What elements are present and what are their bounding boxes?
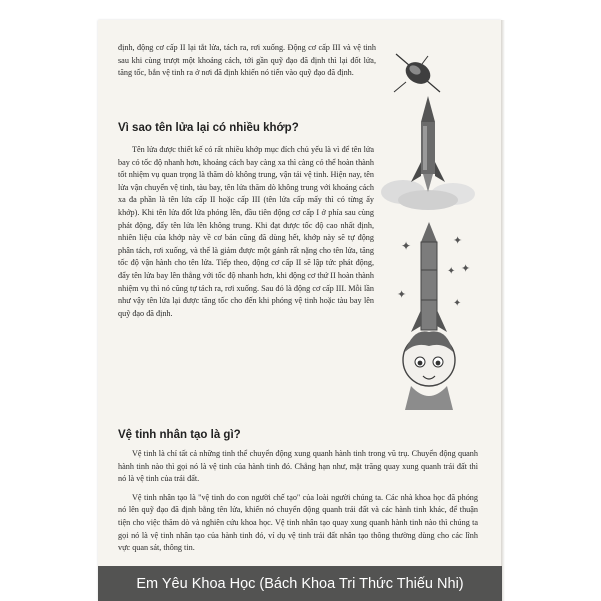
section2-body xyxy=(118,448,478,561)
section1-body xyxy=(118,144,374,320)
section1-paragraph: Tên lửa được thiết kế có rất nhiều khớp mục đích chủ yếu là vì để tên lửa bay có tốc độ nhanh hơn, khoảng cách bay càng xa thì càng có thể hoàn thành tốt nhiệm vụ quan trọng là thăm dò không trung, vận tải vệ tinh. Hiện nay, tên lửa vận chuyển vệ tinh, tàu bay, tên lửa thăm dò không trung với khoảng cách xa đa phần là tên lửa cấp II hoặc cấp III (tên lửa cấp mấy thì có từng ấy khớp). Khi tên lửa đốt lửa phóng lên, đầu tiên động cơ cấp I ở phía sau cùng phát động, đẩy tên lửa lên không trung. Khi đạt được tốc độ cao nhất định, nhiên liệu của khớp này về cơ bản cũng đã dùng hết, khớp này sẽ tự động phân tách, rơi xuống, và thế là giảm được một gánh rất nặng cho tên lửa, tăng tốc độ vận hành cho tên lửa. Tiếp theo, động cơ cấp II sẽ lập tức phát động, đẩy tên lửa bay lên thẳng với tốc độ nhanh hơn, khi động cơ thứ II hoàn thành nhiệm vụ thì nó cũng tự tách ra, rơi xuống. Sau đó là động cơ cấp III. Mỗi lần như vậy tên lửa lại được tăng tốc cho đến khi phóng vệ tinh hoặc tàu bay lên quỹ đạo đã định. xyxy=(118,145,374,318)
svg-text:✦: ✦ xyxy=(401,239,412,253)
book-title-caption: Em Yêu Khoa Học (Bách Khoa Tri Thức Thiếu Nhi) xyxy=(136,575,464,592)
rocket-with-girl-icon xyxy=(383,220,483,410)
section2-paragraph-1: Vệ tinh là chỉ tất cả những tinh thể chuyển động xung quanh hành tinh trong vũ trụ. Chuyển động quanh hành tinh nào thì gọi nó là vệ tinh của hành tinh đó. Chẳng hạn như, mặt trăng quay xung quanh trái đất thì nó là vệ tinh của trái đất. xyxy=(118,449,478,484)
rocket-launch-icon xyxy=(373,92,483,212)
section2-paragraph-2: Vệ tinh nhân tạo là "vệ tinh do con người chế tạo" của loài người chúng ta. Các nhà khoa học đã phóng nó lên quỹ đạo đã định bằng tên lửa, khiến nó chuyển động quanh trái đất và các hành tinh khác, để thuận tiện cho việc thăm dò và nghiên cứu khoa học. Vệ tinh nhân tạo quay xung quanh hành tinh nào thì chúng ta gọi nó là vệ tinh nhân tạo của hành tinh đó, ví dụ vệ tinh trái đất nhân tạo thông thường dùng cho các lĩnh vực quan sát, thông tin. xyxy=(118,492,478,553)
section-heading-rocket-stages: Vì sao tên lửa lại có nhiều khớp? xyxy=(118,122,299,134)
section-heading-satellite: Vệ tinh nhân tạo là gì? xyxy=(118,429,241,441)
svg-text:✦: ✦ xyxy=(447,266,456,277)
svg-text:✦: ✦ xyxy=(397,288,407,301)
book-page xyxy=(98,20,501,601)
page-edge xyxy=(501,20,505,601)
svg-text:✦: ✦ xyxy=(461,262,471,275)
svg-text:✦: ✦ xyxy=(453,298,462,309)
caption-bar xyxy=(98,566,502,601)
intro-text: định, động cơ cấp II lại tắt lửa, tách ra, rơi xuống. Động cơ cấp III và vệ tinh sau khi cùng trượt một khoảng cách, tới gần quỹ đạo đã định thì lại đốt lửa, tăng tốc, bắn vệ tinh ra ở nơi đã định khiến nó tiến vào quỹ đạo đã định. xyxy=(118,43,376,78)
intro-paragraph xyxy=(118,42,376,80)
svg-text:✦: ✦ xyxy=(453,234,463,247)
